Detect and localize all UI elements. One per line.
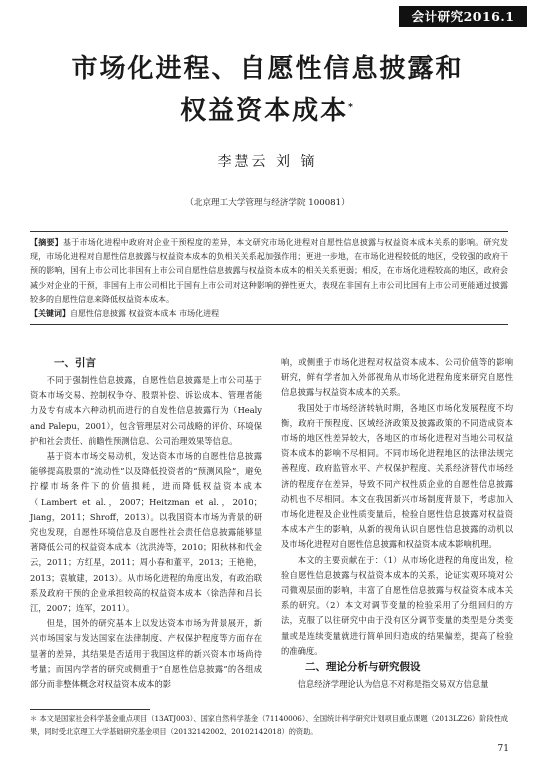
body-left-column (30, 355, 262, 692)
body-paragraph: 不同于强制性信息披露，自愿性信息披露是上市公司基于资本市场交易、控制权争夺、股票补偿、诉讼成本、管理者能力及专有成本六种动机而进行的自发性信息披露行为（Healy and Palepu，2001），包含管理层对公司战略的评价、环境保护和社会责任、前瞻性预测信息、公司治理效果等信息。 (30, 375, 262, 446)
section-heading-introduction: 一、引言 (54, 357, 96, 369)
body-paragraph: 本文的主要贡献在于：（1）从市场化进程的角度出发，检验自愿性信息披露与权益资本成本的关系，论证实观环境对公司微观层面的影响，丰富了自愿性信息披露与权益资本成本关系的研究。（2）本文对调节变量的检验采用了分组回归的方法，克服了以往研究中由于没有区分调节变量的类型是分类变量或是连续变量就进行简单回归造成的结果偏差，提高了检验的准确度。 (281, 554, 513, 656)
keywords-text: 自愿性信息披露 权益资本成本 市场化进程 (70, 309, 220, 319)
abstract-text: 基于市场化进程中政府对企业干预程度的差异，本文研究市场化进程对自愿性信息披露与权益资本成本关系的影响。研究发现，市场化进程对自愿性信息披露与权益资本成本的负相关关系起加强作用；更进一步地，在市场化进程较低的地区，受较强的政府干预的影响，国有上市公司比非国有上市公司自愿性信息披露与权益资本成本的相关关系更弱；相反，在市场化进程较高的地区，政府会减少对企业的干预，非国有上市公司相比于国有上市公司对这种影响的弹性更大，表现在非国有上市公司比国有上市公司更能通过披露较多的自愿性信息来降低权益资本成本。 (30, 238, 508, 304)
footnote-divider (30, 709, 150, 710)
section-heading-theory: 二、理论分析与研究假设 (305, 661, 421, 674)
paper-title-line2-text: 权益资本成本 (180, 96, 349, 126)
body-paragraph: 基于资本市场交易动机，发达资本市场的自愿性信息披露能够提高股票的“流动性”以及降低投资者的“预测风险”，避免拧檬市场条件下的价值损耗，进而降低权益资本成本（Lambert et al.，2007；Heitzman et al.，2010；Jiang，2011；Shroff，2013）。以我国资本市场为背景的研究也发现，自愿性环境信息及自愿性社会责任信息披露能够显著降低公司的权益资本成本（沈洪涛等，2010；阳秋林和代金云，2011；方红星，2011；周小春和董平，2013；王艳艳，2013；袁敏建，2013）。从市场化进程的角度出发，有政治联系及政府干预的企业承担较高的权益资本成本（徐浩萍和吕长江，2007；连军，2011）。 (30, 451, 262, 614)
author-affiliation: （北京理工大学管理与经济学院 100081） (185, 198, 350, 208)
body-paragraph: 但是，国外的研究基本上以发达资本市场为背景展开，新兴市场国家与发达国家在法律制度、产权保护程度等方面存在显著的差异，其结果是否适用于我国这样的新兴资本市场尚待考量；而国内学者的研究或侧重于“自愿性信息披露”的各组成部分而非整体概念对权益资本成本的影 (30, 618, 262, 690)
paper-title-line2 (0, 90, 535, 127)
paper-title-line1: 市场化进程、自愿性信息披露和 (71, 54, 464, 84)
body-paragraph: 信息经济学理论认为信息不对称是指交易双方信息量 (297, 679, 489, 690)
journal-issue-tag: 会计研究2016.1 (399, 6, 527, 27)
abstract-paragraph (30, 236, 508, 307)
abstract-block (30, 231, 508, 325)
abstract-label: 【摘要】 (30, 238, 63, 247)
page-number: 71 (497, 744, 509, 754)
author-names: 李慧云 刘 镝 (217, 154, 318, 170)
funding-footnote: ＊ 本文是国家社会科学基金重点项目（13ATJ003）、国家自然科学基金（71140006）、全国统计科学研究计划项目重点课题（2013LZ26）阶段性成果，同时受北京理工大学基础研究基金项目（20132142002、20102142018）的资助。 (30, 714, 508, 736)
body-paragraph: 我国处于市场经济转轨时期，各地区市场化发展程度不均衡，政府干预程度、区域经济政策及披露政策的不同造成资本市场的地区性差异较大，各地区的市场化进程对当地公司权益资本成本的影响不尽相同。不同市场化进程地区的法律法规完善程度、政府监管水平、产权保护程度、关系经济替代市场经济的程度存在差异，导致不同产权性质企业的自愿性信息披露动机也不尽相同。本文在我国新兴市场制度背景下，考虑加入市场化进程及企业性质变量后，检验自愿性信息披露对权益资本成本产生的影响，从新的视角认识自愿性信息披露的动机以及市场化进程对自愿性信息披露和权益资本成本影响机理。 (281, 402, 513, 550)
body-right-column (281, 355, 513, 692)
body-paragraph: 响，或侧重于市场化进程对权益资本成本、公司价值等的影响研究，鲜有学者加入外部视角从市场化进程角度来研究自愿性信息披露与权益资本成本的关系。 (281, 357, 513, 398)
keywords-label: 【关键词】 (30, 309, 70, 319)
title-footnote-mark: * (348, 102, 355, 113)
keywords-line (30, 307, 508, 321)
